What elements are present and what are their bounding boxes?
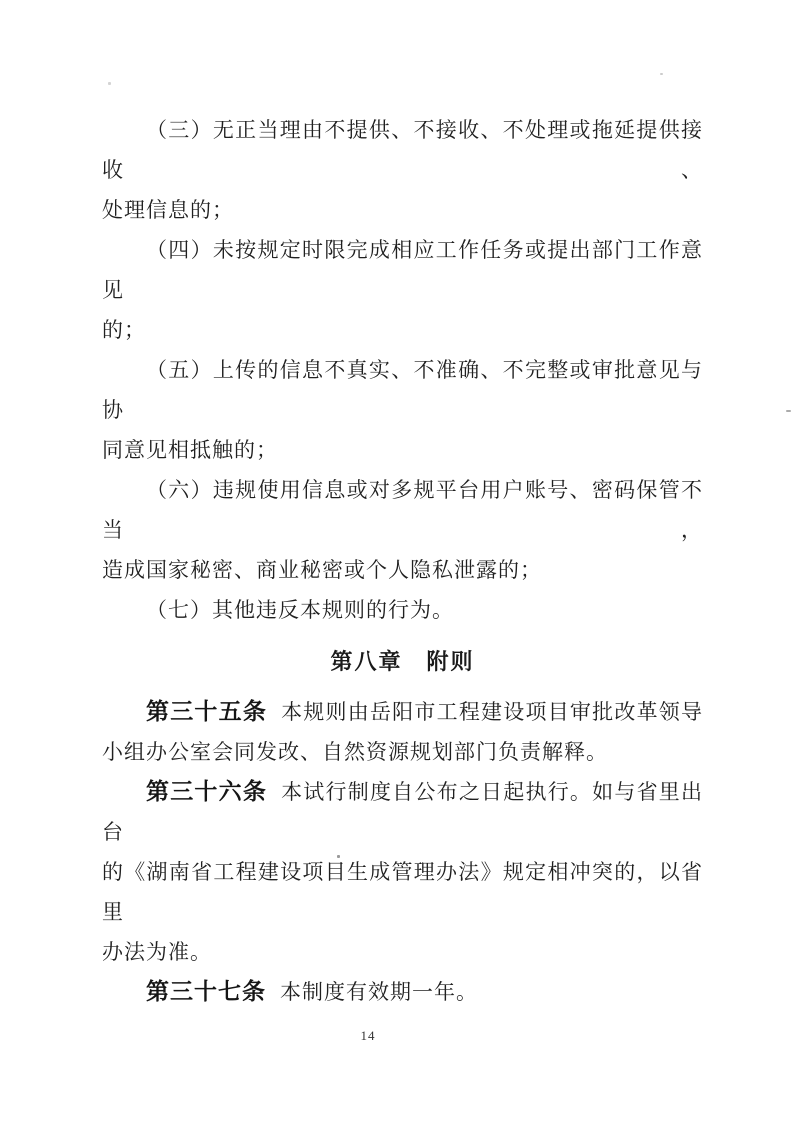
text-line: （三）无正当理由不提供、不接收、不处理或拖延提供接收、 xyxy=(102,118,703,182)
article-number: 第三十五条 xyxy=(146,699,268,724)
text-line: （七）其他违反本规则的行为。 xyxy=(146,598,454,622)
article-number: 第三十七条 xyxy=(146,979,266,1004)
article-line xyxy=(102,972,703,1012)
article-line: 小组办公室会同发改、自然资源规划部门负责解释。 xyxy=(102,740,608,764)
scan-speck xyxy=(108,82,111,85)
text-line: 同意见相抵触的； xyxy=(102,438,278,462)
text-line: （四）未按规定时限完成相应工作任务或提出部门工作意见 xyxy=(102,238,703,302)
article-line: 办法为准。 xyxy=(102,940,212,964)
text-line: 处理信息的； xyxy=(102,198,234,222)
article-line xyxy=(102,772,703,852)
text-line: 造成国家秘密、商业秘密或个人隐私泄露的； xyxy=(102,558,542,582)
article-text: 本规则由岳阳市工程建设项目审批改革领导 xyxy=(281,700,704,724)
scan-speck xyxy=(660,73,663,75)
article-number: 第三十六条 xyxy=(146,779,268,804)
article-text: 本试行制度自公布之日起执行。如与省里出台 xyxy=(102,780,704,844)
article-text: 本制度有效期一年。 xyxy=(280,980,478,1004)
article-line: 的《湖南省工程建设项目生成管理办法》规定相冲突的，以省里 xyxy=(102,860,703,924)
document-body xyxy=(102,110,703,1012)
text-line: 的； xyxy=(102,318,146,342)
chapter-heading: 第八章 附则 xyxy=(330,649,475,674)
text-line: （六）违规使用信息或对多规平台用户账号、密码保管不当， xyxy=(102,478,703,542)
article-line xyxy=(102,692,703,732)
text-line: （五）上传的信息不真实、不准确、不完整或审批意见与协 xyxy=(102,358,703,422)
page-number: 14 xyxy=(360,1028,376,1043)
scan-speck xyxy=(786,410,791,412)
